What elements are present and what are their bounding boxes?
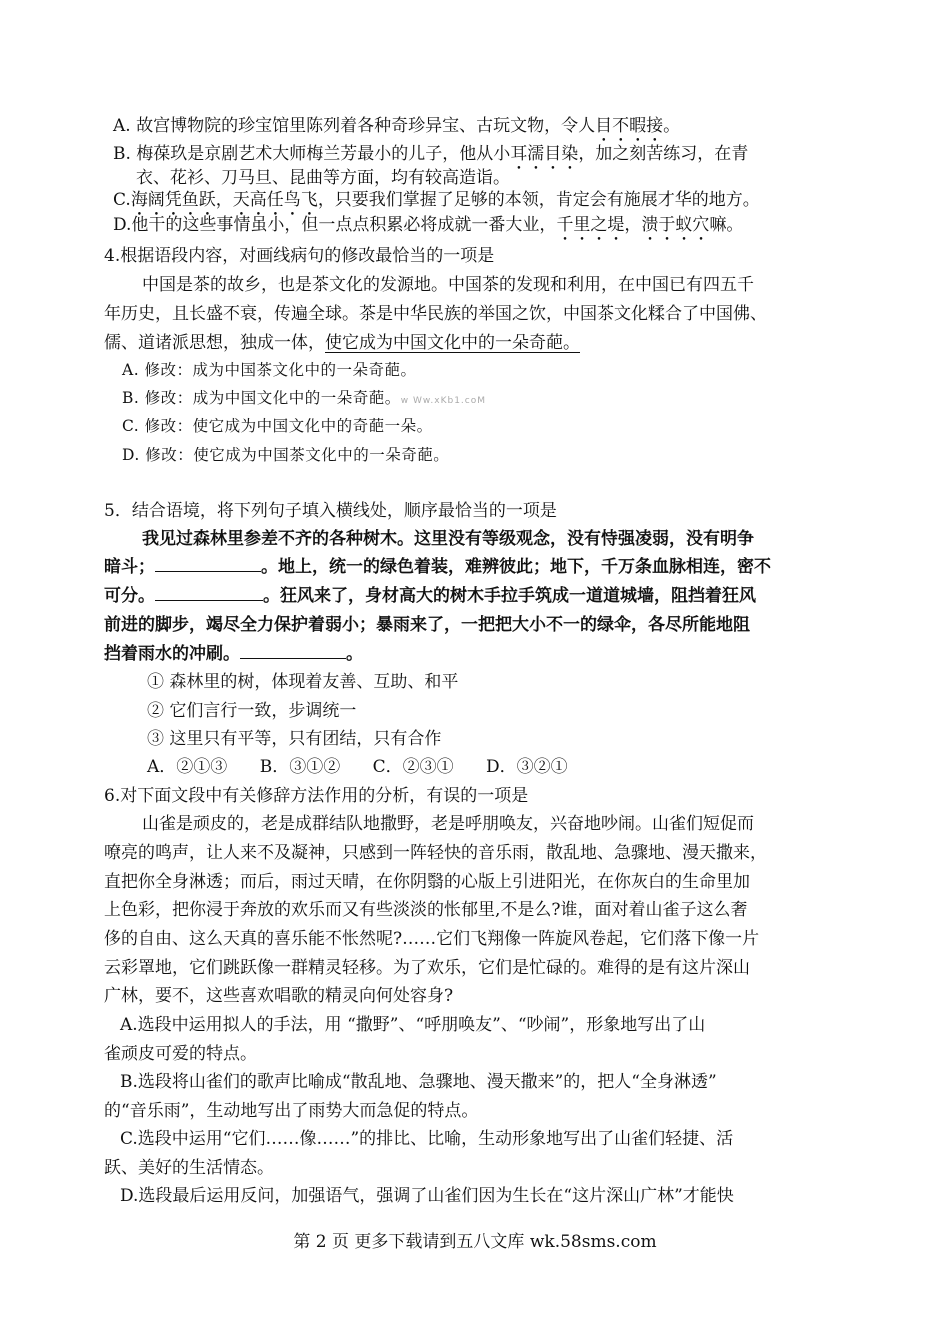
q5-passage-line-3-b: 。狂风来了，身材高大的树木手拉手筑成一道道城墙，阻挡着狂风	[263, 586, 756, 606]
q3-option-d-dotted: 千里之堤，溃于蚁穴	[556, 215, 710, 235]
q5-blank-3	[240, 640, 346, 659]
q6-passage-line-6: 云彩罩地，它们跳跃像一群精灵轻移。为了欢乐，它们是忙碌的。难得的是有这片深山	[104, 958, 750, 978]
q6-passage-line-2: 嘹亮的鸣声，让人来不及凝神，只感到一阵轻快的音乐雨，散乱地、急骤地、漫天撒来，	[104, 843, 767, 863]
q5-passage-line-2-a: 暗斗；	[104, 557, 155, 577]
q4-title: 4.根据语段内容，对画线病句的修改最恰当的一项是	[104, 246, 495, 266]
q3-option-b-pre: B. 梅葆玖是京剧艺术大师梅兰芳最小的儿子，他从小	[113, 144, 511, 164]
q5-sentence-1: ① 森林里的树，体现着友善、互助、和平	[147, 672, 459, 692]
q5-passage-line-3-a: 可分。	[104, 586, 155, 606]
watermark-text: w Ww.xKb1.coM	[400, 396, 487, 406]
q4-passage-line-1: 中国是茶的故乡，也是茶文化的发源地。中国茶的发现和利用，在中国已有四五千	[142, 275, 754, 295]
q4-passage-line-2: 年历史，且长盛不衰，传遍全球。茶是中华民族的举国之饮，中国茶文化糅合了中国佛、	[104, 304, 767, 324]
page-footer: 第 2 页 更多下载请到五八文库 wk.58sms.com	[293, 1232, 657, 1252]
q6-option-c: C.选段中运用“它们……像……”的排比、比喻，生动形象地写出了山雀们轻捷、活	[120, 1129, 734, 1149]
q6-passage-line-5: 侈的自由、这么天真的喜乐能不怅然呢?……它们飞翔像一阵旋风卷起，它们落下像一片	[104, 929, 760, 949]
q6-option-a: A.选段中运用拟人的手法，用 “撒野”、“呼朋唤友”、“吵闹”，形象地写出了山	[120, 1015, 706, 1035]
q6-passage-line-3: 直把你全身淋透；而后，雨过天晴，在你阴翳的心版上引进阳光，在你灰白的生命里加	[104, 872, 750, 892]
q3-option-a-dotted: 目不暇接	[595, 116, 664, 136]
q4-option-c: C. 修改：使它成为中国文化中的奇葩一朵。	[122, 417, 433, 435]
q5-passage-line-2-b: 。地上，统一的绿色着装，难辨彼此；地下，千万条血脉相连，密不	[261, 557, 771, 577]
q6-option-a-cont: 雀顽皮可爱的特点。	[104, 1044, 257, 1064]
q5-passage-line-5-a: 挡着雨水的冲刷。	[104, 644, 240, 664]
q4-passage-line-3-pre: 儒、道诸派思想，独成一体，	[104, 333, 325, 353]
q3-option-b-cont: 衣、花衫、刀马旦、昆曲等方面，均有较高造诣。	[136, 168, 510, 188]
q6-option-b-cont: 的“音乐雨”，生动地写出了雨势大而急促的特点。	[104, 1101, 479, 1121]
q3-option-c-post: ，只要我们掌握了足够的本领，肯定会有施展才华的地方。	[317, 190, 760, 210]
q5-choices: A．②①③ B．③①② C．②③① D．③②①	[147, 757, 568, 777]
q3-option-b-post: ，加之刻苦练习，在青	[578, 144, 749, 164]
q5-passage-line-1: 我见过森林里参差不齐的各种树木。这里没有等级观念，没有恃强凌弱，没有明争	[142, 529, 754, 549]
q6-option-c-cont: 跃、美好的生活情态。	[104, 1158, 274, 1178]
q3-option-b-dotted: 耳濡目染	[510, 144, 579, 164]
q5-sentence-2: ② 它们言行一致，步调统一	[147, 701, 357, 721]
q3-option-d-pre: D.他干的这些事情虽小，但一点点积累必将成就一番大业，	[113, 215, 557, 235]
q3-option-c-dotted: 海阔凭鱼跃，天高任鸟飞	[130, 190, 318, 210]
q5-blank-1	[155, 553, 261, 572]
q3-option-a-pre: A. 故宫博物院的珍宝馆里陈列着各种奇珍异宝、古玩文物，令人	[113, 116, 596, 136]
q5-passage-line-3	[104, 582, 756, 610]
q4-underlined-sentence: 使它成为中国文化中的一朵奇葩。	[325, 333, 580, 353]
q4-passage-line-3	[104, 329, 580, 357]
q5-passage-line-2	[104, 553, 771, 581]
q6-passage-line-7: 广林，要不，这些喜欢唱歌的精灵向何处容身?	[104, 986, 454, 1006]
q3-option-a-post: 。	[663, 116, 681, 136]
q4-option-b	[122, 384, 486, 415]
q6-passage-line-4: 上色彩，把你浸于奔放的欢乐而又有些淡淡的怅郁里,不是么?谁，面对着山雀子这么奢	[104, 900, 748, 920]
q5-passage-line-5-b: 。	[346, 644, 363, 664]
q5-sentence-3: ③ 这里只有平等，只有团结，只有合作	[147, 729, 442, 749]
q5-blank-2	[155, 582, 263, 601]
q5-title: 5．结合语境，将下列句子填入横线处，顺序最恰当的一项是	[104, 501, 557, 521]
q4-option-d: D. 修改：使它成为中国茶文化中的一朵奇葩。	[122, 446, 450, 464]
q3-option-d-post: 嘛。	[709, 215, 744, 235]
q5-passage-line-5	[104, 640, 363, 668]
q4-option-a: A. 修改：成为中国茶文化中的一朵奇葩。	[122, 361, 417, 379]
q6-option-d: D.选段最后运用反问，加强语气，强调了山雀们因为生长在“这片深山广林”才能快	[120, 1186, 734, 1206]
q6-option-b: B.选段将山雀们的歌声比喻成“散乱地、急骤地、漫天撒来”的，把人“全身淋透”	[120, 1072, 717, 1092]
q4-option-b-text: B. 修改：成为中国文化中的一朵奇葩。	[122, 389, 401, 407]
q6-title: 6.对下面文段中有关修辞方法作用的分析，有误的一项是	[104, 786, 529, 806]
q5-passage-line-4: 前进的脚步，竭尽全力保护着弱小；暴雨来了，一把把大小不一的绿伞，各尽所能地阻	[104, 615, 750, 635]
q6-passage-line-1: 山雀是顽皮的，老是成群结队地撒野，老是呼朋唤友，兴奋地吵闹。山雀们短促而	[142, 814, 754, 834]
q3-option-d	[113, 211, 743, 245]
q3-option-c-pre: C.	[113, 190, 131, 210]
